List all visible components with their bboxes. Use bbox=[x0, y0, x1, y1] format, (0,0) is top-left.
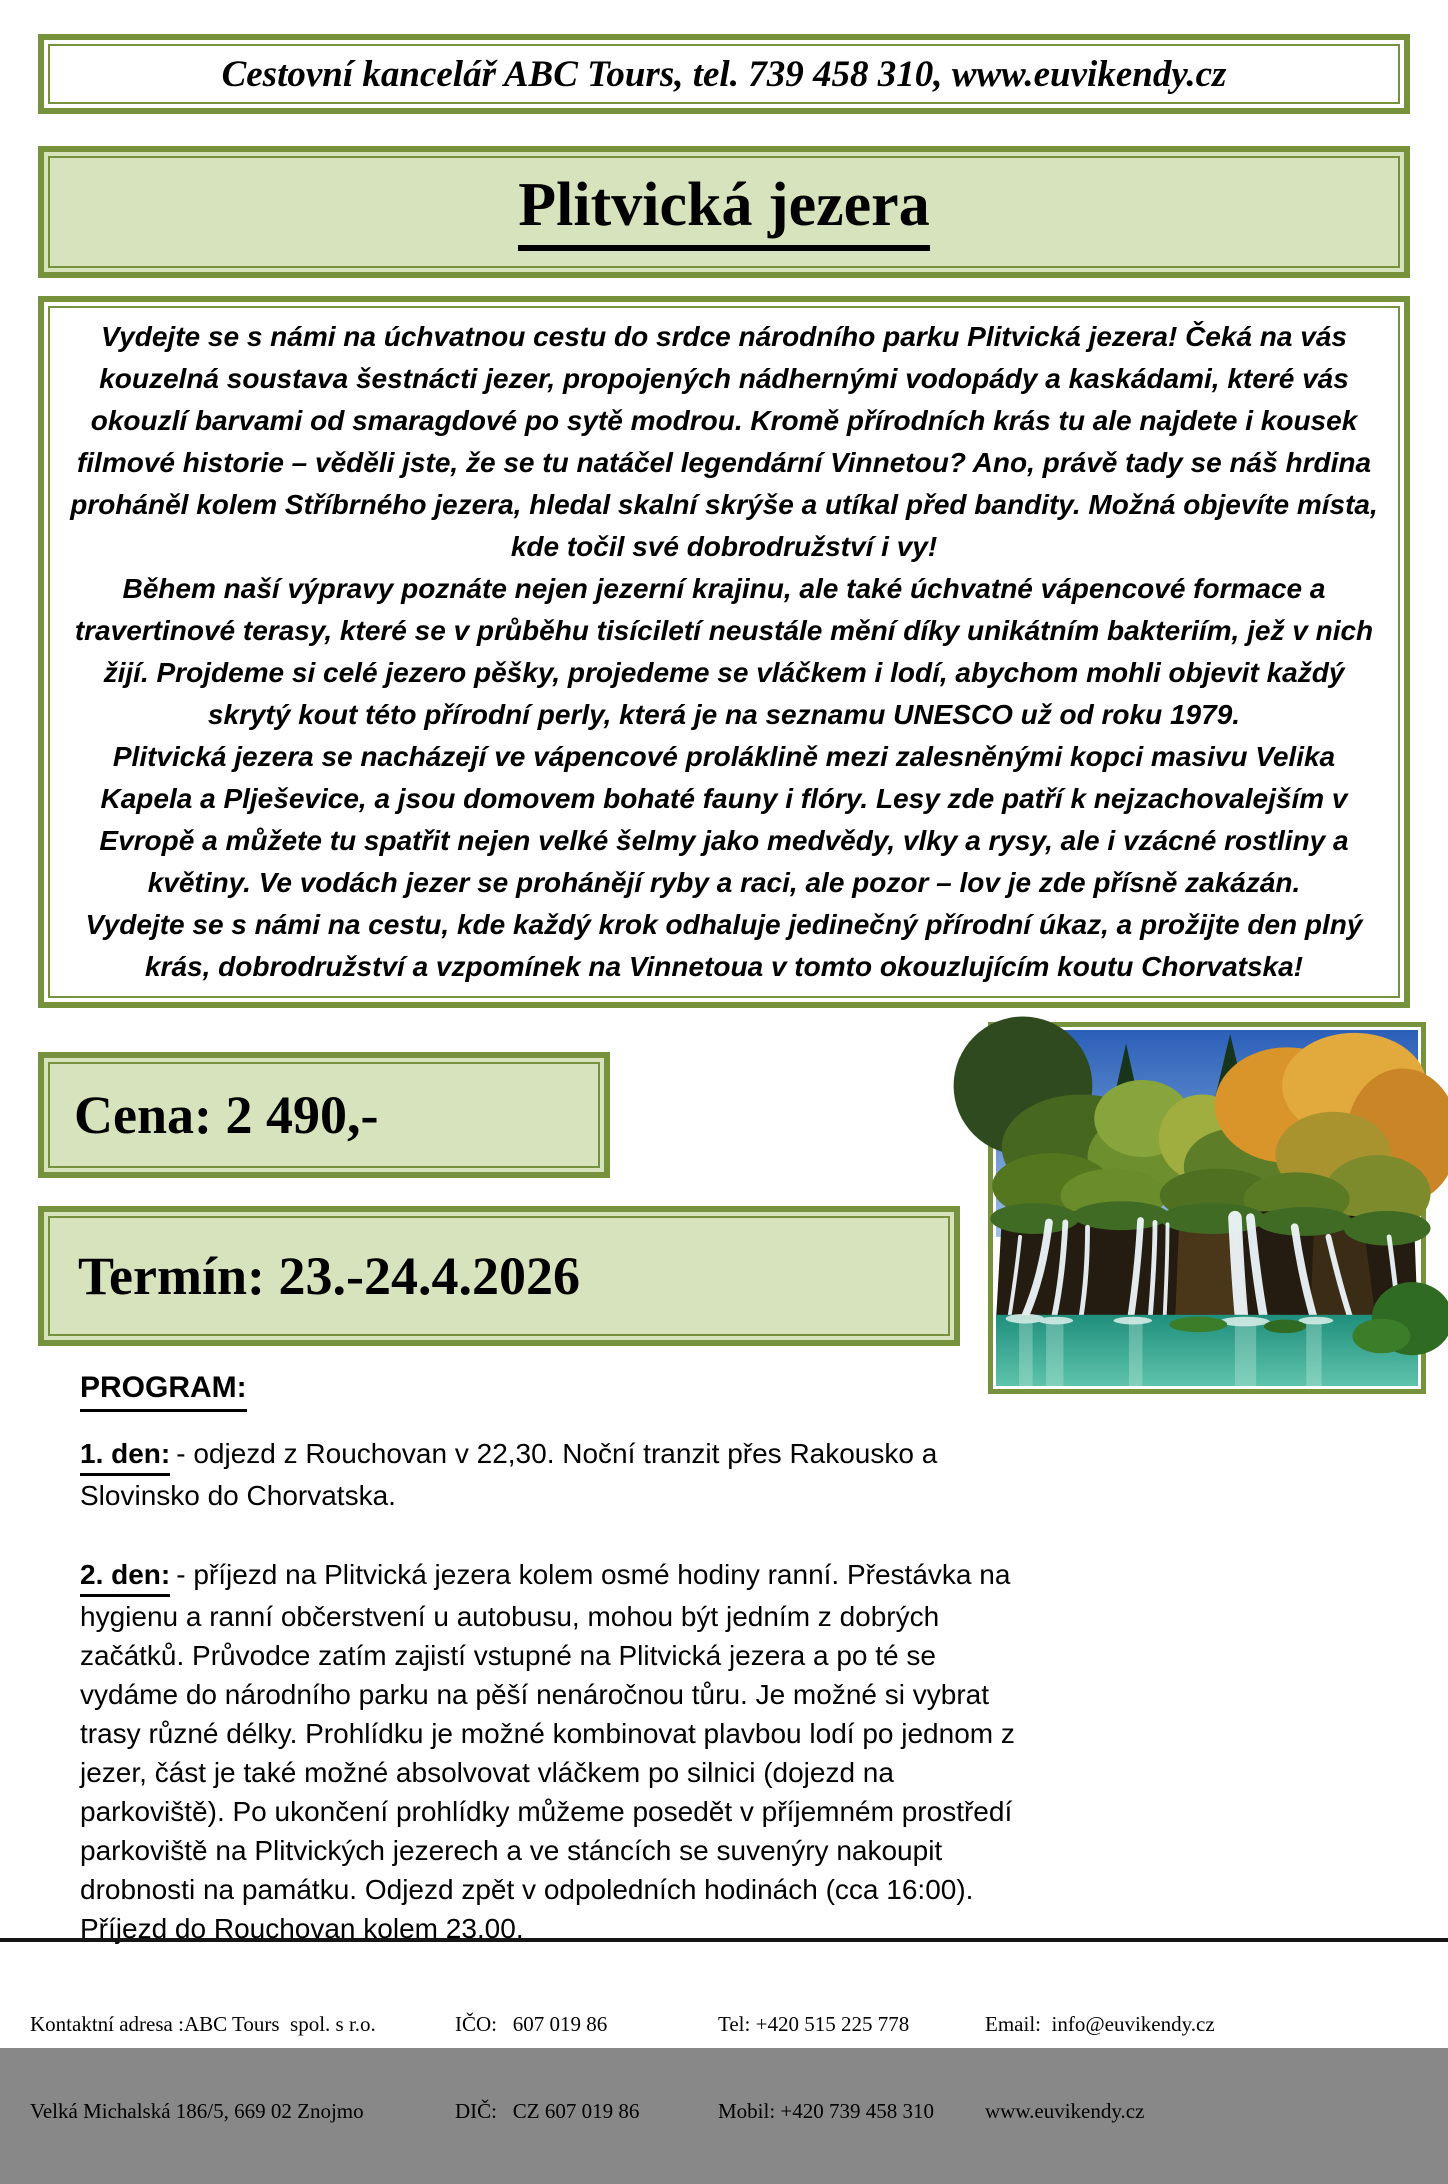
price-box bbox=[38, 1052, 610, 1178]
trip-title-box bbox=[38, 146, 1410, 278]
price-inner bbox=[48, 1062, 600, 1168]
program-day-2 bbox=[80, 1555, 1038, 1948]
footer-company-ids bbox=[455, 1952, 639, 2184]
waterfall-photo bbox=[996, 1030, 1418, 1386]
footer-website: www.euvikendy.cz bbox=[985, 2099, 1145, 2123]
intro-paragraph-3: Plitvická jezera se nacházejí ve vápencové proláklině mezi zalesněnými kopci masivu Velika Kapela a Plješevice, a jsou domovem bohaté fauny i flóry. Lesy zde patří k nejzachovalejším v Evropě a můžete tu spatřit nejen velké šelmy jako medvědy, vlky a rysy, ale i vzácné rostliny a květiny. Ve vodách jezer se prohánějí ryby a raci, ale pozor – lov je zde přísně zakázán. bbox=[99, 741, 1349, 898]
program-day-2-label: 2. den: bbox=[80, 1555, 170, 1597]
waterfall-photo-frame bbox=[988, 1022, 1426, 1394]
program-heading: PROGRAM: bbox=[80, 1368, 247, 1412]
program-day-2-text: - příjezd na Plitvická jezera kolem osmé hodiny ranní. Přestávka na hygienu a ranní občerstvení u autobusu, mohou být jedním z dobrých začátků. Průvodce zatím zajistí vstupné na Plitvická jezera a po té se vydáme do národního parku na pěší nenáročnou tůru. Je možné si vybrat trasy různé délky. Prohlídku je možné kombinovat plavbou lodí po jednom z jezer, část je také možné absolvovat vláčkem po silnici (dojezd na parkoviště). Po ukončení prohlídky můžeme posedět v příjemném prostředí parkoviště na Plitvických jezerech a ve stáncích se suvenýry nakoupit drobnosti na památku. Odjezd zpět v odpoledních hodinách (cca 16:00). Příjezd do Rouchovan kolem 23,00. bbox=[80, 1559, 1015, 1944]
footer-dic: DIČ: CZ 607 019 86 bbox=[455, 2099, 640, 2123]
program-day-1-label: 1. den: bbox=[80, 1434, 170, 1476]
price-text: Cena: 2 490,- bbox=[74, 1085, 379, 1145]
intro-paragraph-2: Během naší výpravy poznáte nejen jezerní krajinu, ale také úchvatné vápencové formace a travertinové terasy, které se v průběhu tisíciletí neustále mění díky unikátním bakteriím, jež v nich žijí. Projdeme si celé jezero pěšky, projedeme se vláčkem i lodí, abychom mohli objevit každý skrytý kout této přírodní perly, která je na seznamu UNESCO už od roku 1979. bbox=[74, 573, 1374, 730]
trip-title-inner bbox=[48, 156, 1400, 268]
footer-address-line-1: Kontaktní adresa :ABC Tours spol. s r.o. bbox=[30, 2012, 376, 2036]
program-day-1-text: - odjezd z Rouchovan v 22,30. Noční tranzit přes Rakousko a Slovinsko do Chorvatska. bbox=[80, 1438, 938, 1511]
intro-paragraph-1: Vydejte se s námi na úchvatnou cestu do srdce národního parku Plitvická jezera! Čeká na vás kouzelná soustava šestnácti jezer, propojených nádhernými vodopády a kaskádami, které vás okouzlí barvami od smaragdové po sytě modrou. Kromě přírodních krás tu ale najdete i kousek filmové historie – věděli jste, že se tu natáčel legendární Vinnetou? Ano, právě tady se náš hrdina proháněl kolem Stříbrného jezera, hledal skalní skrýše a utíkal před bandity. Možná objevíte místa, kde točil své dobrodružství i vy! bbox=[70, 321, 1378, 562]
agency-header-text: Cestovní kancelář ABC Tours, tel. 739 458 310, www.euvikendy.cz bbox=[221, 53, 1227, 95]
program-section bbox=[80, 1368, 1038, 1948]
intro-paragraph-4: Vydejte se s námi na cestu, kde každý krok odhaluje jedinečný přírodní úkaz, a prožijte den plný krás, dobrodružství a vzpomínek na Vinnetoua v tomto okouzlujícím koutu Chorvatska! bbox=[85, 909, 1363, 982]
footer-email: Email: info@euvikendy.cz bbox=[985, 2012, 1215, 2036]
intro-box bbox=[38, 296, 1410, 1008]
program-day-1 bbox=[80, 1434, 1038, 1515]
footer-mobil: Mobil: +420 739 458 310 bbox=[718, 2099, 935, 2123]
date-text: Termín: 23.-24.4.2026 bbox=[78, 1246, 580, 1306]
footer-address-line-2: Velká Michalská 186/5, 669 02 Znojmo bbox=[30, 2099, 364, 2123]
trip-title: Plitvická jezera bbox=[518, 173, 929, 250]
date-inner bbox=[48, 1216, 950, 1336]
footer-phones bbox=[718, 1952, 934, 2184]
footer-address bbox=[30, 1952, 376, 2184]
intro-inner bbox=[48, 306, 1400, 998]
footer-tel: Tel: +420 515 225 778 bbox=[718, 2012, 910, 2036]
agency-header-box bbox=[38, 34, 1410, 114]
date-box bbox=[38, 1206, 960, 1346]
footer-web bbox=[985, 1952, 1215, 2184]
footer bbox=[0, 1938, 1448, 2123]
footer-ico: IČO: 607 019 86 bbox=[455, 2012, 608, 2036]
agency-header-inner bbox=[48, 44, 1400, 104]
